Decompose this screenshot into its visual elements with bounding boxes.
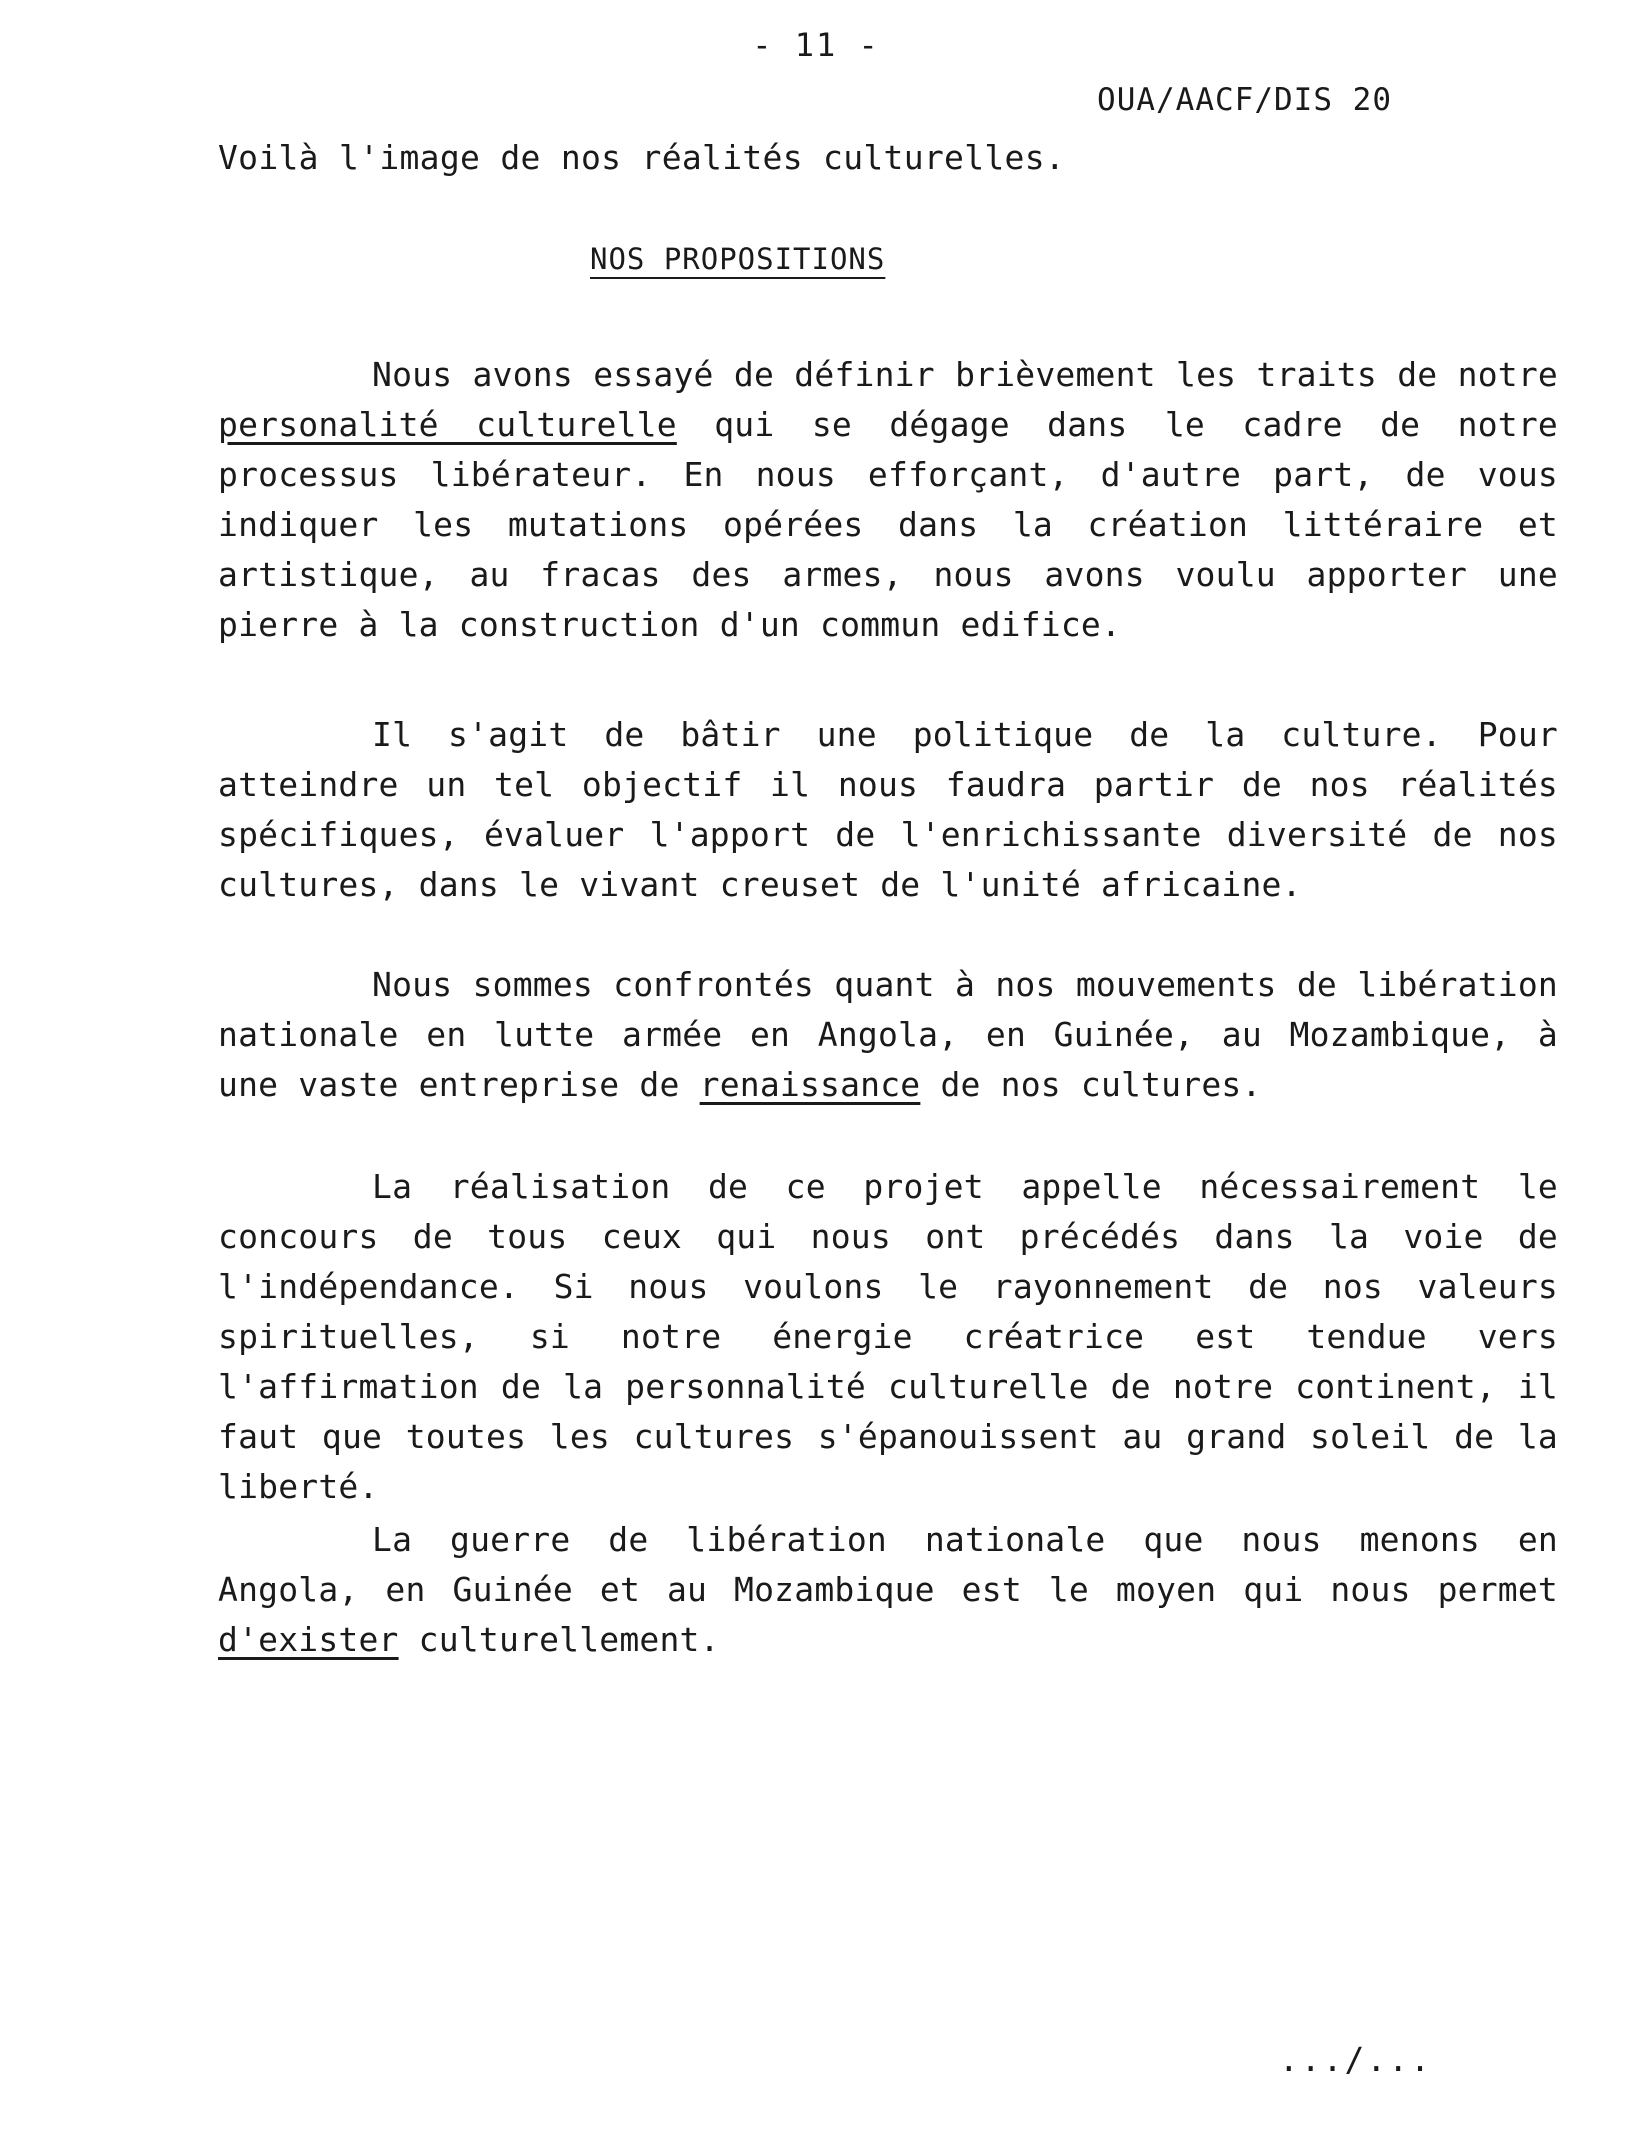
paragraph-3-text-a: Nous sommes confrontés quant à nos mouvements de libération nationale en lutte armée en Angola, en Guinée, au Mozambique, à une vaste entreprise de	[218, 965, 1558, 1104]
paragraph-1-text-b: qui se dégage dans le cadre de notre processus libérateur. En nous efforçant, d'autre part, de vous indiquer les mutations opérées dans la création littéraire et artistique, au fracas des armes, nous avons voulu apporter une pierre à la construction d'un commun edifice.	[218, 405, 1558, 644]
paragraph-2-text: Il s'agit de bâtir une politique de la culture. Pour atteindre un tel objectif il nous faudra partir de nos réalités spécifiques, évaluer l'apport de l'enrichissante diversité de nos cultures, dans le vivant creuset de l'unité africaine.	[218, 715, 1558, 904]
paragraph-3	[218, 960, 1558, 1110]
paragraph-2	[218, 710, 1558, 910]
page-number: - 11 -	[752, 26, 880, 64]
paragraph-5-text-a: La guerre de libération nationale que nous menons en Angola, en Guinée et au Mozambique est le moyen qui nous permet	[218, 1520, 1558, 1609]
intro-line: Voilà l'image de nos réalités culturelles.	[218, 138, 1066, 177]
document-reference: OUA/AACF/DIS 20	[1097, 82, 1392, 118]
section-heading: NOS PROPOSITIONS	[590, 242, 886, 276]
continuation-marker: .../...	[1278, 2040, 1432, 2079]
paragraph-1	[218, 350, 1558, 650]
underlined-word-renaissance: renaissance	[699, 1065, 921, 1104]
paragraph-5	[218, 1515, 1558, 1665]
paragraph-4-text: La réalisation de ce projet appelle nécessairement le concours de tous ceux qui nous ont précédés dans la voie de l'indépendance. Si nous voulons le rayonnement de nos valeurs spirituelles, si notre énergie créatrice est tendue vers l'affirmation de la personnalité culturelle de notre continent, il faut que toutes les cultures s'épanouissent au grand soleil de la liberté.	[218, 1167, 1558, 1506]
paragraph-3-text-b: de nos cultures.	[920, 1065, 1262, 1104]
paragraph-1-text-a: Nous avons essayé de définir brièvement les traits de notre	[372, 355, 1558, 394]
underlined-word-exister: d'exister	[218, 1620, 399, 1659]
paragraph-5-text-b: culturellement.	[398, 1620, 720, 1659]
paragraph-4	[218, 1162, 1558, 1512]
underlined-phrase-personalite-culturelle: personalité culturelle	[218, 405, 677, 444]
